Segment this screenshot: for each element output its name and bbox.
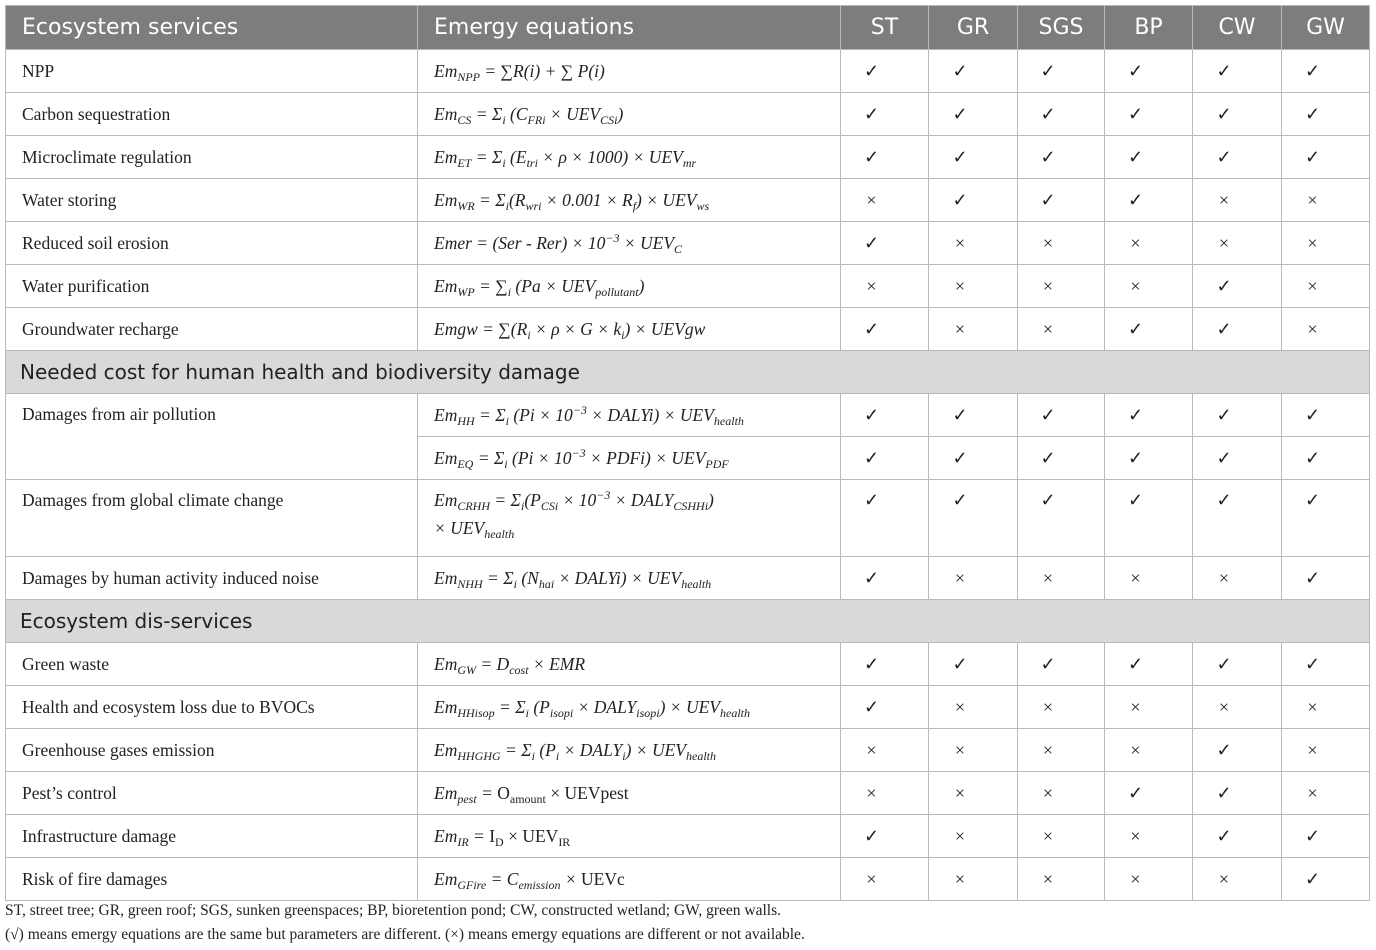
mark-cell-bp — [1105, 265, 1193, 308]
service-cell: Damages from global climate change — [6, 480, 418, 557]
header-bp: BP — [1105, 6, 1193, 50]
table-row — [6, 179, 1370, 222]
mark-cell-gw — [1282, 643, 1370, 686]
check-mark: ✓ — [1127, 404, 1144, 425]
mark-cell-bp — [1105, 686, 1193, 729]
mark-cell-st — [841, 93, 929, 136]
service-cell: Risk of fire damages — [6, 858, 418, 901]
service-cell: Infrastructure damage — [6, 815, 418, 858]
table-row — [6, 557, 1370, 600]
check-mark: ✓ — [863, 653, 880, 674]
mark-cell-gw — [1282, 222, 1370, 265]
cross-mark: × — [1042, 696, 1054, 717]
mark-cell-cw — [1193, 815, 1282, 858]
mark-cell-sgs — [1018, 815, 1105, 858]
table-row — [6, 480, 1370, 557]
equation-cell: Emer = $(Ser - Rer) \times 10^{-3} \times UEV_C$ — [418, 222, 841, 265]
mark-cell-bp — [1105, 179, 1193, 222]
check-mark: ✓ — [863, 404, 880, 425]
equation-cell: $Em_{WP} = \sum_i$ $(Pa \times UEV_{pollutant})$ — [418, 265, 841, 308]
mark-cell-gr — [929, 437, 1018, 480]
cross-mark: × — [1218, 189, 1230, 210]
cross-mark: × — [1042, 318, 1054, 339]
section-title: Needed cost for human health and biodiversity damage — [6, 351, 1370, 394]
equation-cell: $Em_{pest} = O_{amount}$ × UEVpest — [418, 772, 841, 815]
mark-cell-st — [841, 437, 929, 480]
mark-cell-cw — [1193, 222, 1282, 265]
check-mark: ✓ — [1127, 189, 1144, 210]
mark-cell-gw — [1282, 557, 1370, 600]
mark-cell-gw — [1282, 729, 1370, 772]
table-row — [6, 136, 1370, 179]
cross-mark: × — [1130, 825, 1141, 846]
check-mark: ✓ — [1304, 567, 1321, 588]
header-gr: GR — [929, 6, 1018, 50]
check-mark: ✓ — [952, 653, 968, 674]
service-cell: Carbon sequestration — [6, 93, 418, 136]
check-mark: ✓ — [1127, 318, 1144, 339]
mark-cell-cw — [1193, 50, 1282, 93]
mark-cell-bp — [1105, 136, 1193, 179]
mark-cell-gw — [1282, 50, 1370, 93]
table-row — [6, 394, 1370, 437]
cross-mark: × — [866, 275, 877, 296]
table-row — [6, 308, 1370, 351]
mark-cell-gr — [929, 136, 1018, 179]
mark-cell-st — [841, 815, 929, 858]
mark-cell-gr — [929, 179, 1018, 222]
cross-mark: × — [1130, 739, 1141, 760]
check-mark: ✓ — [1216, 825, 1232, 846]
table-row — [6, 265, 1370, 308]
check-mark: ✓ — [952, 103, 968, 124]
cross-mark: × — [954, 318, 966, 339]
check-mark: ✓ — [1127, 146, 1144, 167]
mark-cell-gw — [1282, 437, 1370, 480]
check-mark: ✓ — [1216, 653, 1232, 674]
mark-cell-cw — [1193, 858, 1282, 901]
cross-mark: × — [954, 232, 966, 253]
mark-cell-sgs — [1018, 50, 1105, 93]
mark-cell-cw — [1193, 179, 1282, 222]
check-mark: ✓ — [1304, 825, 1321, 846]
mark-cell-bp — [1105, 480, 1193, 557]
service-cell: NPP — [6, 50, 418, 93]
check-mark: ✓ — [1127, 653, 1144, 674]
table-row — [6, 222, 1370, 265]
mark-cell-bp — [1105, 50, 1193, 93]
check-mark: ✓ — [1304, 490, 1321, 510]
mark-cell-sgs — [1018, 437, 1105, 480]
equation-cell: $Em_{CS} = \Sigma_i$ $(C_{FRi} \times UEV_{CSi})$ — [418, 93, 841, 136]
service-cell: Greenhouse gases emission — [6, 729, 418, 772]
table-row — [6, 729, 1370, 772]
mark-cell-gw — [1282, 772, 1370, 815]
mark-cell-cw — [1193, 308, 1282, 351]
mark-cell-st — [841, 136, 929, 179]
cross-mark: × — [1042, 232, 1054, 253]
mark-cell-cw — [1193, 480, 1282, 557]
check-mark: ✓ — [863, 146, 880, 167]
cross-mark: × — [1042, 567, 1054, 588]
mark-cell-st — [841, 729, 929, 772]
cross-mark: × — [866, 739, 877, 760]
cross-mark: × — [1130, 696, 1141, 717]
check-mark: ✓ — [1216, 447, 1232, 468]
equation-cell: $Em_{ET} = \Sigma_i$ $(E_{tri} \times \rho \times 1000) \times UEV_{mr}$ — [418, 136, 841, 179]
cross-mark: × — [1042, 782, 1054, 803]
cross-mark: × — [1218, 868, 1230, 889]
check-mark: ✓ — [863, 696, 880, 717]
cross-mark: × — [954, 567, 966, 588]
cross-mark: × — [1130, 567, 1141, 588]
emergy-table-container — [5, 5, 1369, 901]
mark-cell-gr — [929, 815, 1018, 858]
cross-mark: × — [954, 868, 966, 889]
check-mark: ✓ — [863, 567, 880, 588]
equation-cell: $Em_{HHisop} = \Sigma_i$ ($P_{isopi}$ × $DALY_{isopi}) \times UEV_{health}$ — [418, 686, 841, 729]
check-mark: ✓ — [1127, 60, 1144, 81]
check-mark: ✓ — [1216, 404, 1232, 425]
section-title: Ecosystem dis-services — [6, 600, 1370, 643]
check-mark: ✓ — [1304, 404, 1321, 425]
mark-cell-gr — [929, 50, 1018, 93]
mark-cell-sgs — [1018, 480, 1105, 557]
table-row — [6, 772, 1370, 815]
check-mark: ✓ — [1216, 146, 1232, 167]
equation-cell: $Em_{NPP} = \sum R(i)$ + ∑ P(i) — [418, 50, 841, 93]
section-header-health-damage — [6, 351, 1370, 394]
check-mark: ✓ — [1216, 318, 1232, 339]
check-mark: ✓ — [1216, 275, 1232, 296]
mark-cell-sgs — [1018, 643, 1105, 686]
equation-cell: $Em_{IR} = I_D \times UEV_{IR}$ — [418, 815, 841, 858]
mark-cell-sgs — [1018, 772, 1105, 815]
equation-cell: $Em_{NHH} = \Sigma_i$ ($N_{hai}$ × DALYi) × $UEV_{health}$ — [418, 557, 841, 600]
mark-cell-gr — [929, 480, 1018, 557]
check-mark: ✓ — [863, 825, 880, 846]
mark-cell-bp — [1105, 643, 1193, 686]
mark-cell-st — [841, 686, 929, 729]
service-cell: Pest’s control — [6, 772, 418, 815]
mark-cell-gw — [1282, 858, 1370, 901]
check-mark: ✓ — [1127, 490, 1144, 510]
mark-cell-gr — [929, 394, 1018, 437]
check-mark: ✓ — [1304, 868, 1321, 889]
equation-cell: $Em_{HH} = \Sigma_i$ ($Pi \times 10^{-3}$ × DALYi) × $UEV_{health}$ — [418, 394, 841, 437]
mark-cell-st — [841, 858, 929, 901]
mark-cell-st — [841, 557, 929, 600]
mark-cell-st — [841, 50, 929, 93]
check-mark: ✓ — [952, 490, 968, 510]
table-row — [6, 643, 1370, 686]
mark-cell-sgs — [1018, 858, 1105, 901]
cross-mark: × — [1130, 868, 1141, 889]
check-mark: ✓ — [1304, 653, 1321, 674]
check-mark: ✓ — [1216, 103, 1232, 124]
mark-cell-sgs — [1018, 308, 1105, 351]
mark-cell-gw — [1282, 136, 1370, 179]
table-row — [6, 858, 1370, 901]
mark-cell-cw — [1193, 437, 1282, 480]
mark-cell-sgs — [1018, 136, 1105, 179]
cross-mark: × — [954, 825, 966, 846]
footnote-abbreviations: ST, street tree; GR, green roof; SGS, sunken greenspaces; BP, bioretention pond; CW, constructed wetland; GW, green walls. — [5, 902, 781, 919]
mark-cell-gw — [1282, 179, 1370, 222]
cross-mark: × — [1307, 696, 1318, 717]
check-mark: ✓ — [1304, 103, 1321, 124]
service-cell: Health and ecosystem loss due to BVOCs — [6, 686, 418, 729]
check-mark: ✓ — [952, 404, 968, 425]
mark-cell-cw — [1193, 394, 1282, 437]
check-mark: ✓ — [1040, 103, 1056, 124]
service-cell: Microclimate regulation — [6, 136, 418, 179]
check-mark: ✓ — [952, 146, 968, 167]
mark-cell-cw — [1193, 729, 1282, 772]
mark-cell-gr — [929, 222, 1018, 265]
cross-mark: × — [1307, 739, 1318, 760]
service-cell: Groundwater recharge — [6, 308, 418, 351]
mark-cell-bp — [1105, 222, 1193, 265]
cross-mark: × — [1218, 567, 1230, 588]
check-mark: ✓ — [1304, 146, 1321, 167]
mark-cell-gw — [1282, 308, 1370, 351]
check-mark: ✓ — [1216, 782, 1232, 803]
mark-cell-bp — [1105, 93, 1193, 136]
cross-mark: × — [1130, 275, 1141, 296]
mark-cell-gw — [1282, 480, 1370, 557]
table-row — [6, 50, 1370, 93]
cross-mark: × — [954, 782, 966, 803]
mark-cell-gr — [929, 265, 1018, 308]
check-mark: ✓ — [1040, 653, 1056, 674]
equation-cell: $Em_{CRHH} = \Sigma_i(P_{CSi} \times 10^{-3}$ × $DALY_{CSHHi}$) × $UEV_{health}$ — [418, 480, 841, 557]
cross-mark: × — [1042, 275, 1054, 296]
mark-cell-st — [841, 179, 929, 222]
mark-cell-cw — [1193, 772, 1282, 815]
mark-cell-bp — [1105, 394, 1193, 437]
check-mark: ✓ — [863, 232, 880, 253]
check-mark: ✓ — [1127, 782, 1144, 803]
cross-mark: × — [866, 189, 877, 210]
header-cw: CW — [1193, 6, 1282, 50]
mark-cell-gw — [1282, 265, 1370, 308]
mark-cell-st — [841, 265, 929, 308]
cross-mark: × — [954, 739, 966, 760]
cross-mark: × — [1042, 739, 1054, 760]
check-mark: ✓ — [1040, 490, 1056, 510]
check-mark: ✓ — [1304, 60, 1321, 81]
mark-cell-sgs — [1018, 729, 1105, 772]
cross-mark: × — [1307, 189, 1318, 210]
mark-cell-cw — [1193, 643, 1282, 686]
check-mark: ✓ — [1304, 447, 1321, 468]
check-mark: ✓ — [1127, 103, 1144, 124]
mark-cell-sgs — [1018, 93, 1105, 136]
cross-mark: × — [866, 782, 877, 803]
service-cell: Damages by human activity induced noise — [6, 557, 418, 600]
cross-mark: × — [1307, 782, 1318, 803]
mark-cell-st — [841, 643, 929, 686]
mark-cell-gr — [929, 729, 1018, 772]
check-mark: ✓ — [1040, 447, 1056, 468]
mark-cell-gw — [1282, 93, 1370, 136]
service-cell: Green waste — [6, 643, 418, 686]
cross-mark: × — [1307, 318, 1318, 339]
service-cell: Water storing — [6, 179, 418, 222]
header-sgs: SGS — [1018, 6, 1105, 50]
mark-cell-cw — [1193, 93, 1282, 136]
service-cell: Damages from air pollution — [6, 394, 418, 480]
mark-cell-gr — [929, 308, 1018, 351]
service-cell: Water purification — [6, 265, 418, 308]
cross-mark: × — [1307, 232, 1318, 253]
mark-cell-gw — [1282, 686, 1370, 729]
mark-cell-cw — [1193, 136, 1282, 179]
mark-cell-st — [841, 772, 929, 815]
mark-cell-bp — [1105, 557, 1193, 600]
mark-cell-gr — [929, 93, 1018, 136]
mark-cell-st — [841, 308, 929, 351]
cross-mark: × — [954, 275, 966, 296]
check-mark: ✓ — [863, 447, 880, 468]
check-mark: ✓ — [863, 60, 880, 81]
table-row — [6, 93, 1370, 136]
mark-cell-sgs — [1018, 394, 1105, 437]
mark-cell-bp — [1105, 815, 1193, 858]
check-mark: ✓ — [1040, 404, 1056, 425]
check-mark: ✓ — [1040, 60, 1056, 81]
cross-mark: × — [1307, 275, 1318, 296]
service-cell: Reduced soil erosion — [6, 222, 418, 265]
mark-cell-bp — [1105, 437, 1193, 480]
cross-mark: × — [1218, 696, 1230, 717]
check-mark: ✓ — [952, 447, 968, 468]
table-header-row — [6, 6, 1370, 50]
cross-mark: × — [1218, 232, 1230, 253]
equation-cell: $Em_{GFire} = C_{emission}$ × UEVc — [418, 858, 841, 901]
mark-cell-gr — [929, 858, 1018, 901]
mark-cell-bp — [1105, 772, 1193, 815]
check-mark: ✓ — [863, 103, 880, 124]
check-mark: ✓ — [952, 189, 968, 210]
mark-cell-gw — [1282, 394, 1370, 437]
check-mark: ✓ — [863, 490, 880, 510]
cross-mark: × — [1042, 825, 1054, 846]
equation-cell: $Em_{GW} = D_{cost}$ × EMR — [418, 643, 841, 686]
table-body — [6, 50, 1370, 901]
check-mark: ✓ — [1127, 447, 1144, 468]
mark-cell-gr — [929, 772, 1018, 815]
footnote-symbols: (√) means emergy equations are the same but parameters are different. (×) means emergy equations are different or not available. — [5, 926, 805, 943]
check-mark: ✓ — [1216, 60, 1232, 81]
mark-cell-sgs — [1018, 686, 1105, 729]
mark-cell-cw — [1193, 557, 1282, 600]
mark-cell-gr — [929, 686, 1018, 729]
header-gw: GW — [1282, 6, 1370, 50]
cross-mark: × — [954, 696, 966, 717]
mark-cell-gr — [929, 643, 1018, 686]
equation-cell: $Em_{HHGHG} = \Sigma_i$ ($P_i$ × $DALY_i) \times UEV_{health}$ — [418, 729, 841, 772]
equation-cell: $Em_{WR} = \Sigma_i(R_{wri} \times 0.001 \times R_f) \times UEV_{ws}$ — [418, 179, 841, 222]
mark-cell-st — [841, 394, 929, 437]
check-mark: ✓ — [1216, 739, 1232, 760]
mark-cell-gr — [929, 557, 1018, 600]
mark-cell-sgs — [1018, 265, 1105, 308]
mark-cell-bp — [1105, 308, 1193, 351]
mark-cell-bp — [1105, 729, 1193, 772]
check-mark: ✓ — [952, 60, 968, 81]
cross-mark: × — [866, 868, 877, 889]
header-ecosystem-services: Ecosystem services — [6, 6, 418, 50]
equation-cell: $Em_{EQ} = \Sigma_i$ ($Pi \times 10^{-3}$ × PDFi) × $UEV_{PDF}$ — [418, 437, 841, 480]
check-mark: ✓ — [1216, 490, 1232, 510]
mark-cell-gw — [1282, 815, 1370, 858]
table-row — [6, 686, 1370, 729]
emergy-table — [5, 5, 1370, 901]
equation-cell: Emgw = $\sum(R_i \times \rho \times G \times k_i)$ × UEVgw — [418, 308, 841, 351]
check-mark: ✓ — [1040, 146, 1056, 167]
check-mark: ✓ — [1040, 189, 1056, 210]
mark-cell-sgs — [1018, 557, 1105, 600]
mark-cell-cw — [1193, 265, 1282, 308]
check-mark: ✓ — [863, 318, 880, 339]
cross-mark: × — [1130, 232, 1141, 253]
section-header-dis-services — [6, 600, 1370, 643]
mark-cell-st — [841, 480, 929, 557]
header-st: ST — [841, 6, 929, 50]
table-row — [6, 815, 1370, 858]
header-emergy-equations: Emergy equations — [418, 6, 841, 50]
mark-cell-sgs — [1018, 179, 1105, 222]
mark-cell-sgs — [1018, 222, 1105, 265]
mark-cell-cw — [1193, 686, 1282, 729]
mark-cell-bp — [1105, 858, 1193, 901]
cross-mark: × — [1042, 868, 1054, 889]
mark-cell-st — [841, 222, 929, 265]
